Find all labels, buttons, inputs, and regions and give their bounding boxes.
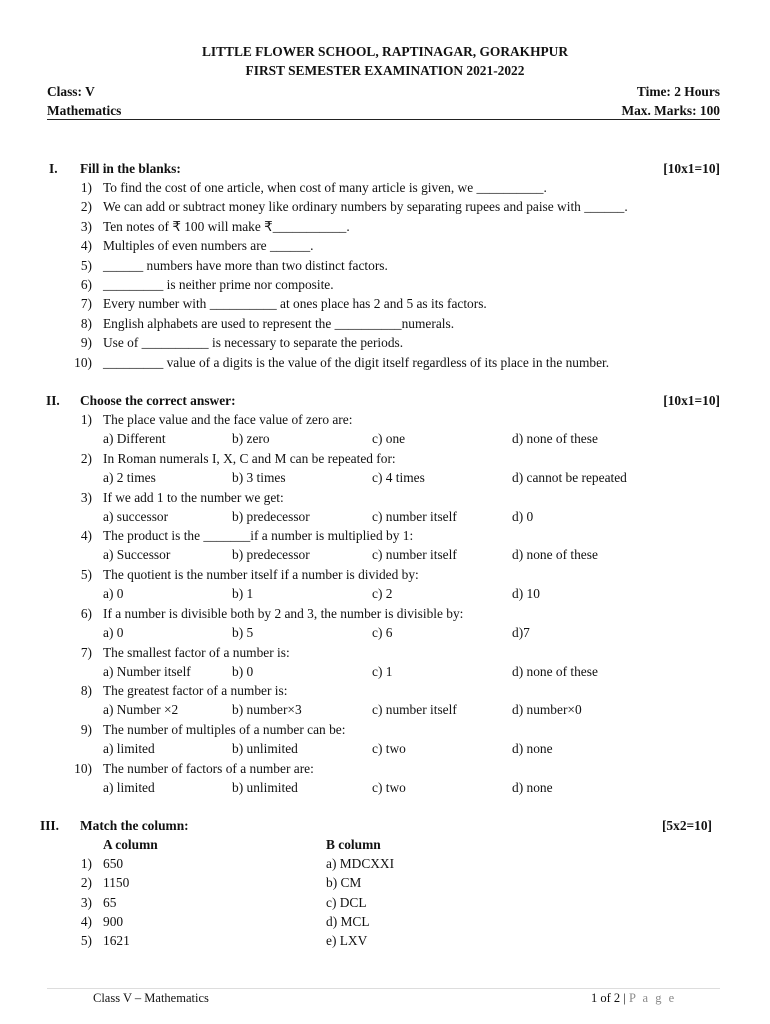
section-3-marks: [5x2=10] [661, 818, 712, 833]
footer-page [591, 991, 676, 1006]
max-marks-label: Max. Marks: 100 [621, 103, 720, 118]
mcq-option-b: b) predecessor [232, 508, 310, 524]
fill-blank-item: Multiples of even numbers are ______. [103, 238, 314, 254]
mcq-number: 8) [80, 683, 92, 699]
match-a-value: 650 [103, 856, 124, 871]
fill-blank-item: _________ value of a digits is the value of the digit itself regardless of its place in the number. [103, 354, 610, 370]
mcq-option-d: d) cannot be repeated [512, 469, 627, 485]
footer-divider [47, 988, 720, 989]
mcq-option-a: a) limited [103, 779, 155, 795]
mcq-question: The place value and the face value of zero are: [103, 412, 353, 427]
mcq-question: If we add 1 to the number we get: [103, 489, 284, 505]
fill-blank-item: We can add or subtract money like ordinary numbers by separating rupees and paise with ______. [103, 199, 628, 215]
fill-blank-item: _________ is neither prime nor composite. [103, 277, 334, 292]
exam-title: FIRST SEMESTER EXAMINATION 2021-2022 [245, 63, 525, 78]
section-3-title: Match the column: [80, 818, 189, 833]
mcq-option-b: b) zero [232, 431, 270, 446]
mcq-option-b: b) 5 [232, 624, 254, 640]
fill-blank-number: 6) [80, 277, 92, 292]
mcq-question: The product is the _______if a number is multiplied by 1: [103, 528, 414, 544]
section-1-marks: [10x1=10] [663, 161, 720, 176]
fill-blank-number: 9) [80, 335, 92, 351]
fill-blank-item: Ten notes of ₹ 100 will make ₹___________. [103, 218, 350, 234]
match-a-value: 1150 [103, 875, 130, 891]
match-number: 4) [80, 913, 92, 929]
footer-course: Class V – Mathematics [93, 991, 209, 1005]
mcq-option-d: d) number×0 [512, 702, 582, 718]
mcq-number: 9) [80, 722, 92, 737]
mcq-question: The number of multiples of a number can be: [103, 722, 346, 737]
mcq-option-c: c) number itself [372, 702, 457, 718]
mcq-number: 4) [80, 528, 92, 544]
fill-blank-number: 2) [80, 199, 92, 215]
section-1-title: Fill in the blanks: [80, 161, 181, 176]
mcq-option-d: d) none [512, 779, 553, 795]
mcq-option-a: a) successor [103, 508, 169, 524]
fill-blank-number: 4) [80, 238, 92, 254]
a-column-header: A column [103, 837, 158, 852]
mcq-option-c: c) two [372, 741, 406, 756]
b-column-header: B column [326, 837, 381, 852]
mcq-option-d: d) 0 [512, 508, 534, 524]
mcq-option-a: a) 2 times [103, 469, 156, 485]
mcq-option-c: c) number itself [372, 547, 457, 563]
mcq-question: The greatest factor of a number is: [103, 683, 288, 699]
match-b-value: d) MCL [326, 913, 370, 929]
mcq-option-b: b) 1 [232, 586, 254, 601]
fill-blank-item: ______ numbers have more than two distinct factors. [103, 257, 388, 273]
mcq-option-d: d) none of these [512, 547, 598, 563]
match-b-value: a) MDCXXI [326, 856, 395, 871]
fill-blank-number: 5) [80, 257, 92, 273]
match-a-value: 900 [103, 913, 124, 929]
match-number: 1) [80, 856, 92, 871]
mcq-number: 3) [80, 489, 92, 505]
mcq-option-d: d) none [512, 741, 553, 756]
match-b-value: b) CM [326, 875, 362, 891]
mcq-question: If a number is divisible both by 2 and 3, the number is divisible by: [103, 605, 464, 621]
mcq-option-c: c) one [372, 431, 406, 446]
fill-blank-number: 8) [80, 315, 92, 331]
mcq-question: The number of factors of a number are: [103, 760, 314, 776]
mcq-number: 1) [80, 412, 92, 427]
mcq-number: 2) [80, 450, 92, 466]
mcq-option-c: c) 2 [372, 586, 393, 601]
section-3-roman: III. [40, 818, 59, 833]
mcq-question: In Roman numerals I, X, C and M can be repeated for: [103, 450, 396, 466]
fill-blank-item: Every number with __________ at ones place has 2 and 5 as its factors. [103, 296, 487, 312]
mcq-number: 6) [80, 605, 92, 621]
match-number: 2) [80, 875, 92, 891]
mcq-option-c: c) 4 times [372, 469, 425, 485]
fill-blank-item: English alphabets are used to represent the __________numerals. [103, 315, 455, 331]
mcq-number: 10) [74, 760, 92, 776]
match-number: 3) [80, 894, 92, 910]
mcq-option-d: d)7 [512, 624, 530, 640]
match-b-value: c) DCL [326, 894, 367, 910]
mcq-option-a: a) Successor [103, 547, 171, 563]
mcq-option-a: a) Number itself [103, 663, 191, 679]
match-number: 5) [80, 933, 92, 949]
mcq-option-b: b) 0 [232, 663, 254, 679]
mcq-option-b: b) unlimited [232, 741, 298, 756]
fill-blank-number: 7) [80, 296, 92, 312]
mcq-option-a: a) Different [103, 431, 166, 446]
mcq-question: The quotient is the number itself if a number is divided by: [103, 567, 419, 582]
subject-label: Mathematics [47, 103, 122, 118]
fill-blank-number: 3) [80, 218, 92, 234]
page-word: P a g e [628, 991, 677, 1005]
mcq-option-b: b) 3 times [232, 469, 286, 485]
fill-blank-item: Use of __________ is necessary to separate the periods. [103, 335, 404, 351]
match-b-value: e) LXV [326, 933, 368, 949]
mcq-option-a: a) 0 [103, 586, 124, 601]
mcq-option-d: d) none of these [512, 431, 598, 446]
mcq-option-a: a) Number ×2 [103, 702, 179, 718]
section-1-roman: I. [49, 161, 58, 176]
match-a-value: 65 [103, 894, 117, 910]
mcq-question: The smallest factor of a number is: [103, 644, 290, 660]
mcq-option-d: d) none of these [512, 663, 598, 679]
mcq-option-b: b) unlimited [232, 779, 298, 795]
mcq-option-a: a) 0 [103, 624, 124, 640]
mcq-option-c: c) number itself [372, 508, 457, 524]
section-2-marks: [10x1=10] [663, 393, 720, 408]
mcq-option-a: a) limited [103, 741, 155, 756]
page-separator: | [623, 991, 626, 1005]
mcq-option-b: b) predecessor [232, 547, 310, 563]
class-label: Class: V [47, 84, 95, 99]
mcq-option-c: c) 6 [372, 624, 393, 640]
section-2-roman: II. [46, 393, 60, 408]
mcq-option-c: c) 1 [372, 663, 393, 679]
mcq-option-c: c) two [372, 779, 406, 795]
mcq-number: 7) [80, 644, 92, 660]
fill-blank-number: 10) [74, 354, 92, 370]
match-a-value: 1621 [103, 933, 130, 949]
mcq-number: 5) [80, 567, 92, 582]
fill-blank-number: 1) [80, 180, 92, 195]
time-label: Time: 2 Hours [636, 84, 720, 99]
school-name: LITTLE FLOWER SCHOOL, RAPTINAGAR, GORAKHPUR [201, 44, 569, 59]
mcq-option-d: d) 10 [512, 586, 540, 601]
section-2-title: Choose the correct answer: [80, 393, 236, 408]
page-count: 1 of 2 [591, 991, 621, 1005]
fill-blank-item: To find the cost of one article, when cost of many article is given, we __________. [103, 180, 547, 195]
mcq-option-b: b) number×3 [232, 702, 302, 718]
header-divider [47, 119, 720, 120]
